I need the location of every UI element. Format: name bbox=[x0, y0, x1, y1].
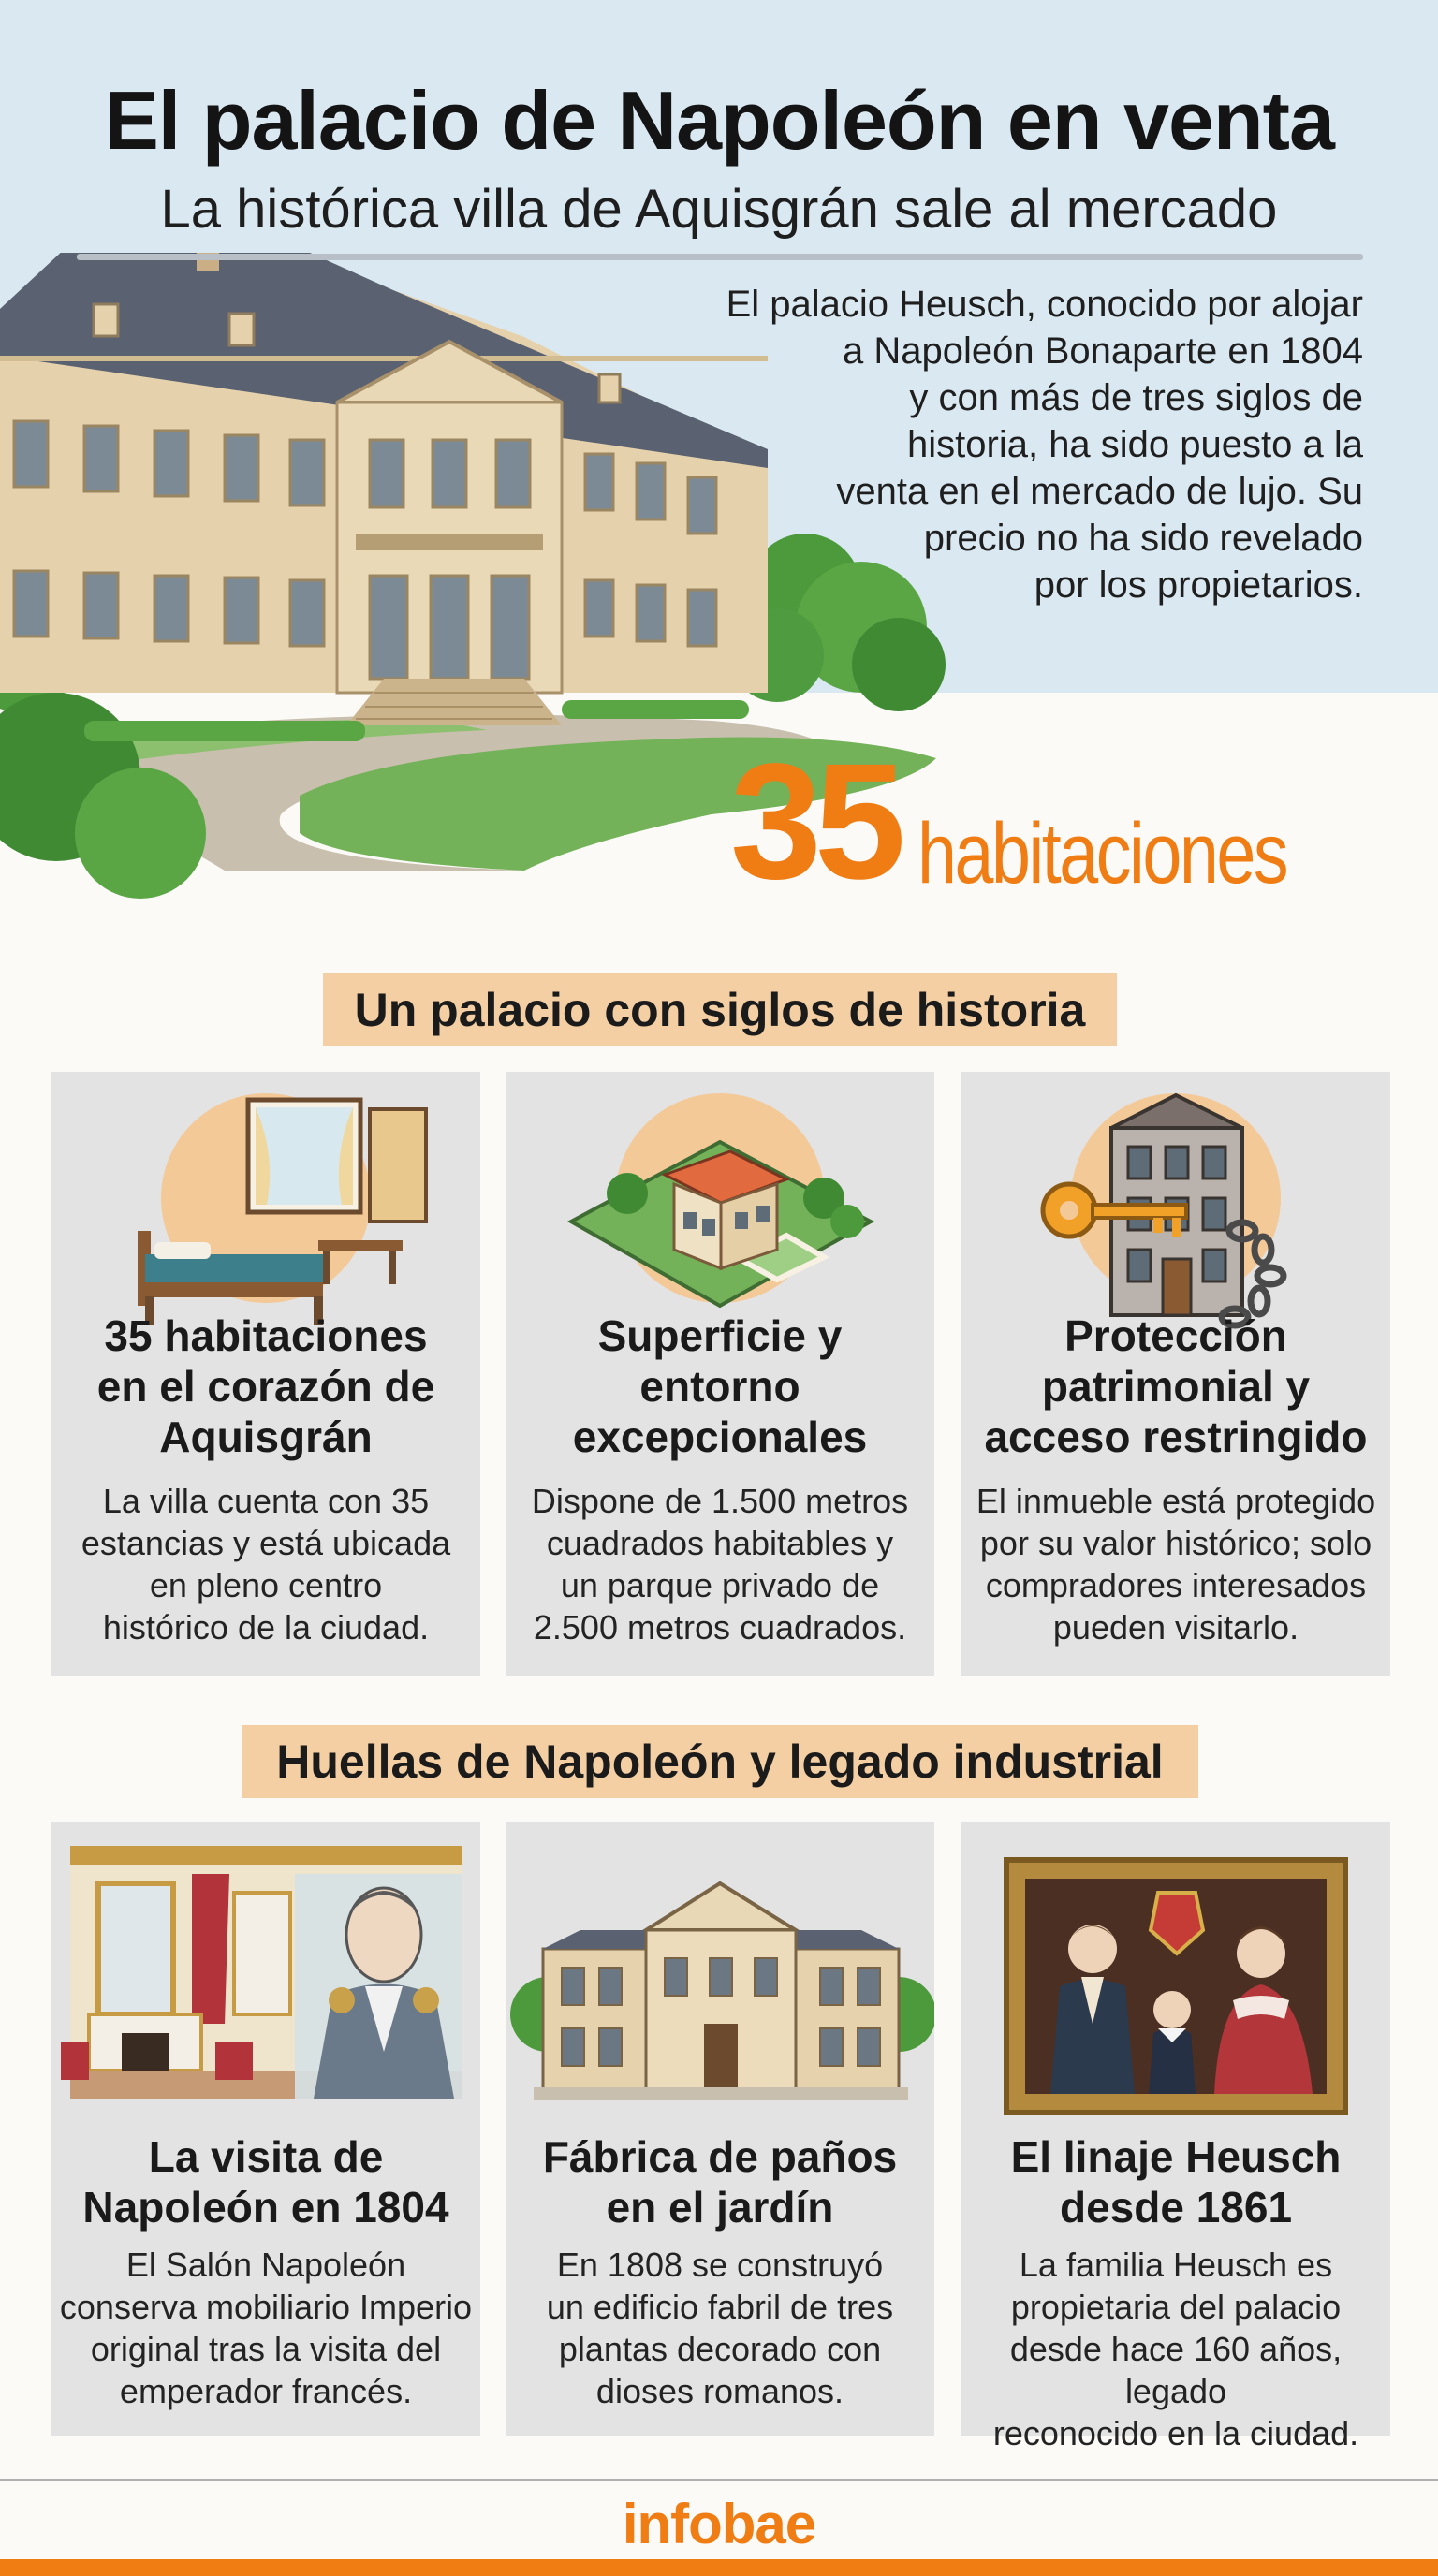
rooms-stat bbox=[730, 730, 1386, 917]
section-heading-history: Un palacio con siglos de historia bbox=[323, 973, 1117, 1046]
intro-line: a Napoleón Bonaparte en 1804 bbox=[842, 330, 1363, 372]
intro-paragraph bbox=[599, 281, 1363, 608]
footer-accent-bar bbox=[0, 2559, 1438, 2576]
intro-line: El palacio Heusch, conocido por alojar bbox=[726, 284, 1363, 325]
infobae-logo[interactable]: infobae bbox=[622, 2493, 816, 2555]
card-surface bbox=[506, 1072, 934, 1676]
card-title: La visita de Napoleón en 1804 bbox=[82, 2132, 449, 2232]
stat-number: 35 bbox=[730, 730, 899, 914]
card-title: 35 habitaciones en el corazón de Aquisgrán bbox=[96, 1311, 435, 1461]
section-heading-napoleon: Huellas de Napoleón y legado industrial bbox=[242, 1725, 1198, 1798]
napoleon-salon-icon bbox=[51, 1837, 480, 2136]
card-text: El inmueble está protegido por su valor histórico; solo compradores interesados pueden visitarlo. bbox=[976, 1482, 1376, 1647]
intro-line: historia, ha sido puesto a la bbox=[907, 424, 1363, 465]
card-title: Protección patrimonial y acceso restringido bbox=[984, 1311, 1368, 1461]
stat-label: habitaciones bbox=[917, 806, 1287, 901]
card-text: En 1808 se construyó un edificio fabril de tres plantas decorado con dioses romanos. bbox=[546, 2246, 894, 2410]
card-rooms bbox=[51, 1072, 480, 1676]
page-subtitle: La histórica villa de Aquisgrán sale al mercado bbox=[160, 179, 1278, 240]
intro-line: precio no ha sido revelado bbox=[923, 518, 1363, 559]
card-napoleon-visit bbox=[51, 1822, 480, 2436]
family-portrait-icon bbox=[961, 1837, 1390, 2136]
intro-line: venta en el mercado de lujo. Su bbox=[836, 471, 1363, 512]
intro-line: y con más de tres siglos de bbox=[909, 377, 1363, 418]
footer-divider bbox=[0, 2479, 1438, 2481]
card-factory bbox=[506, 1822, 934, 2436]
card-protection bbox=[961, 1072, 1390, 1676]
card-title: Fábrica de paños en el jardín bbox=[542, 2132, 898, 2232]
factory-building-icon bbox=[506, 1837, 934, 2136]
card-text: La villa cuenta con 35 estancias y está ubicada en pleno centro histórico de la ciudad. bbox=[81, 1482, 451, 1647]
title-divider bbox=[77, 254, 1363, 260]
intro-line: por los propietarios. bbox=[1034, 564, 1363, 606]
card-text: La familia Heusch es propietaria del palacio desde hace 160 años, legado reconocido en la ciudad. bbox=[992, 2246, 1359, 2452]
card-text: Dispone de 1.500 metros cuadrados habitables y un parque privado de 2.500 metros cuadrados. bbox=[531, 1482, 909, 1647]
card-heusch-family bbox=[961, 1822, 1390, 2452]
page-title: El palacio de Napoleón en venta bbox=[104, 74, 1334, 167]
card-title: Superficie y entorno excepcionales bbox=[572, 1311, 868, 1461]
card-title: El linaje Heusch desde 1861 bbox=[1010, 2132, 1342, 2232]
card-text: El Salón Napoleón conserva mobiliario Imperio original tras la visita del emperador francés. bbox=[59, 2246, 473, 2410]
